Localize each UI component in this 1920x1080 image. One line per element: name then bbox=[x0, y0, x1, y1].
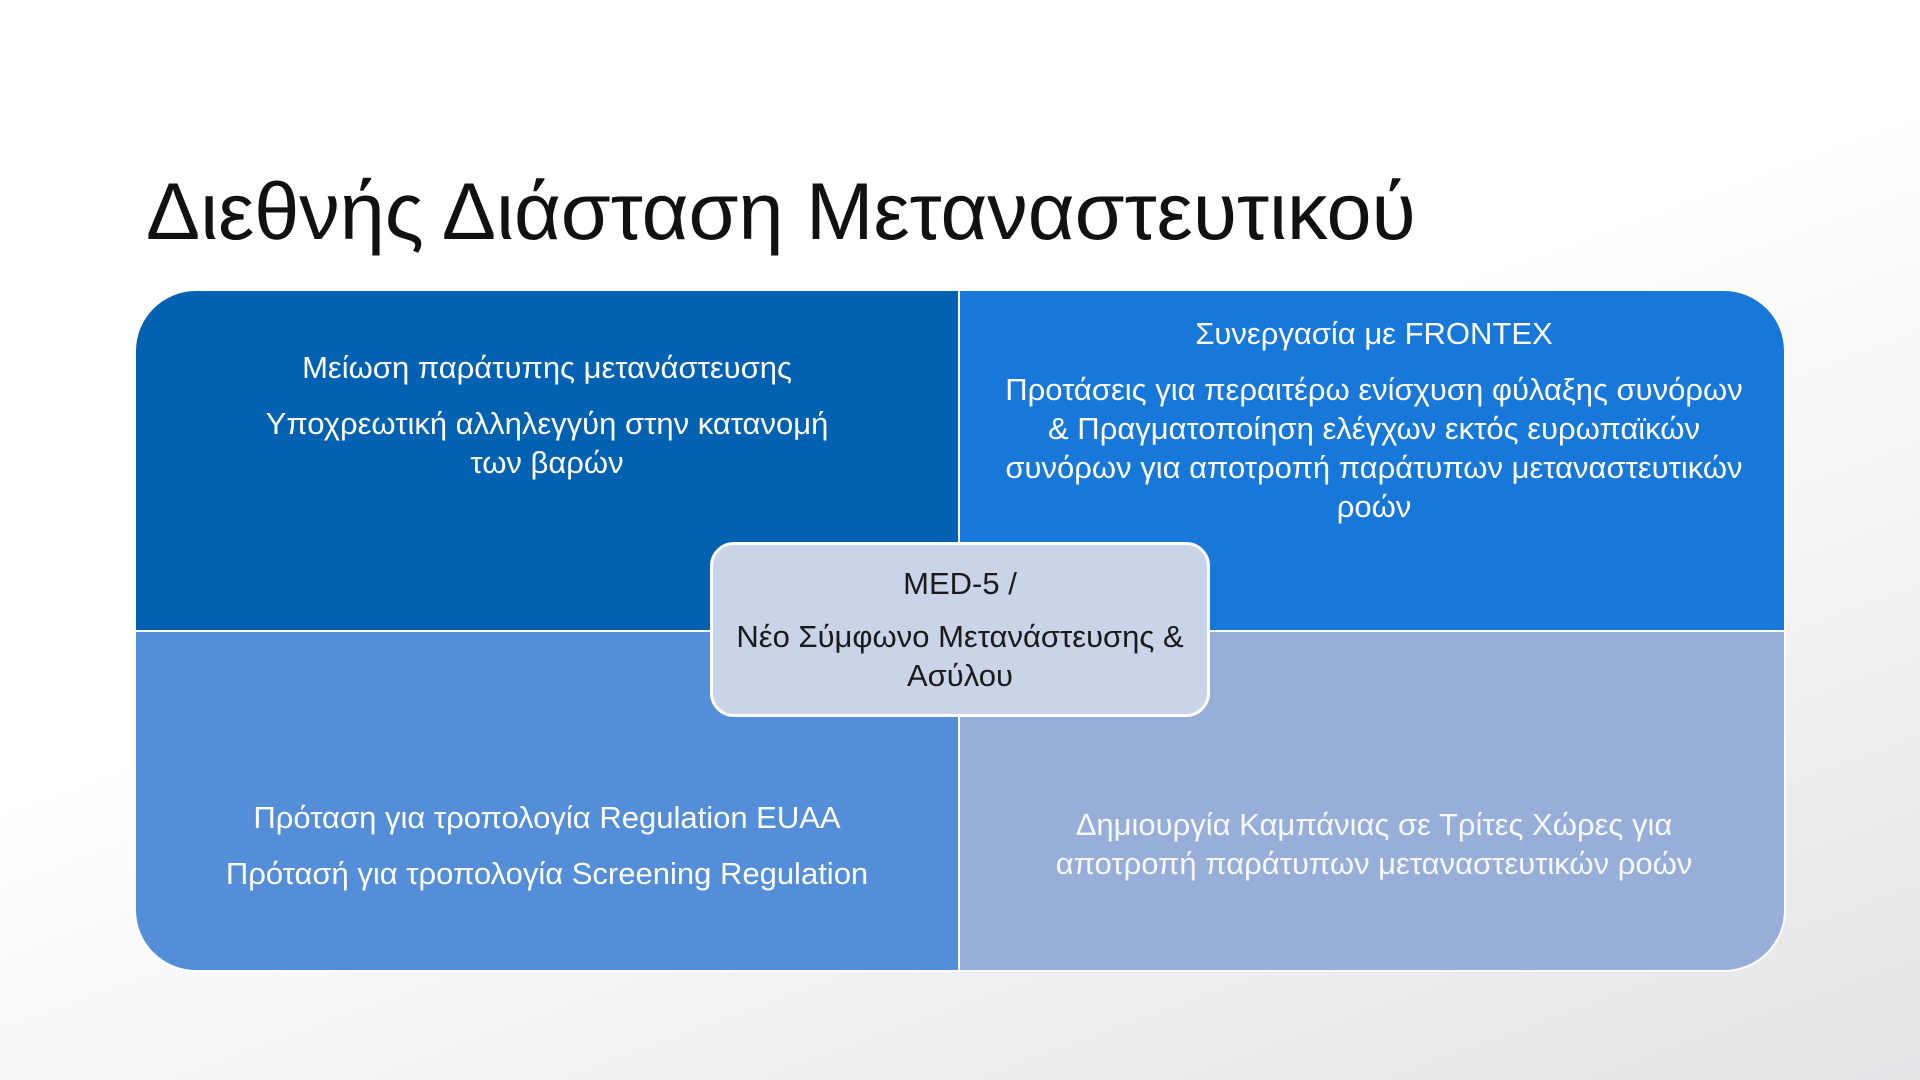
quadrant-bottom-right-line-1: Δημιουργία Καμπάνιας σε Τρίτες Χώρες για αποτροπή παράτυπων μεταναστευτικών ροών bbox=[1055, 807, 1693, 881]
center-box-line-2: Νέο Σύμφωνο Μετανάστευσης & Ασύλου bbox=[736, 619, 1184, 693]
center-box bbox=[710, 542, 1210, 717]
center-box-line-1: MED-5 / bbox=[903, 566, 1017, 601]
quadrant-top-left-line-1: Μείωση παράτυπης μετανάστευσης bbox=[302, 350, 792, 385]
quadrant-top-left-line-2: Υποχρεωτική αλληλεγγύη στην κατανομή των βαρών bbox=[265, 406, 829, 480]
quadrant-bottom-left-line-2: Πρότασή για τροπολογία Screening Regulation bbox=[225, 856, 869, 891]
slide-title: Διεθνής Διάσταση Μεταναστευτικού bbox=[146, 167, 1416, 258]
quadrant-top-right-line-2: Προτάσεις για περαιτέρω ενίσχυση φύλαξης συνόρων & Πραγματοποίηση ελέγχων εκτός ευρωπαϊκών συνόρων για αποτροπή παράτυπων μεταναστευτικών ροών bbox=[1005, 372, 1743, 524]
quadrant-top-right-line-1: Συνεργασία με FRONTEX bbox=[1195, 316, 1553, 351]
quadrant-bottom-left-line-1: Πρόταση για τροπολογία Regulation EUAA bbox=[253, 800, 841, 835]
